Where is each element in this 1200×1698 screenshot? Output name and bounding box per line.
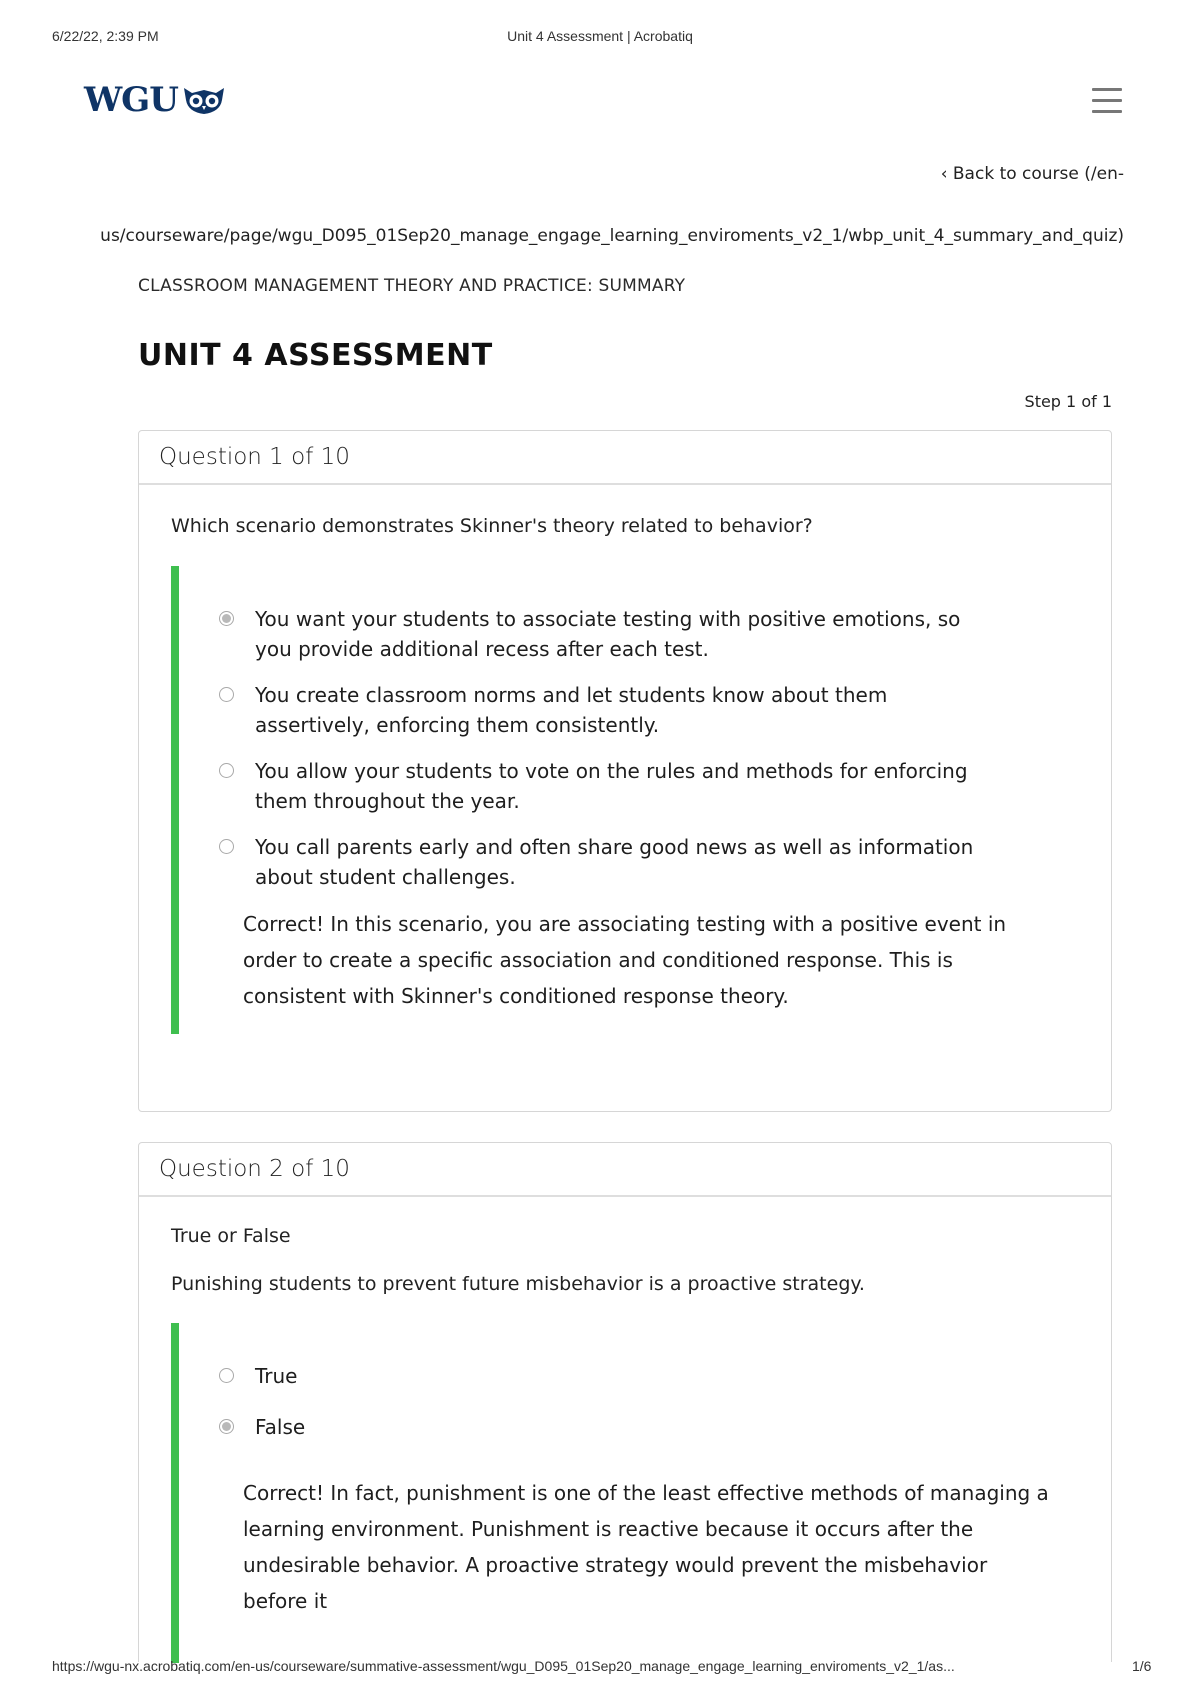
option-text: True: [255, 1364, 298, 1388]
answer-option[interactable]: [219, 832, 999, 892]
option-text: You call parents early and often share good news as well as information about student challenges.: [255, 835, 974, 889]
question-prompt: Punishing students to prevent future misbehavior is a proactive strategy.: [171, 1273, 865, 1295]
question-subtitle: True or False: [171, 1225, 291, 1247]
radio-button[interactable]: [219, 763, 234, 778]
wgu-logo[interactable]: [84, 80, 226, 120]
step-indicator: Step 1 of 1: [1024, 392, 1112, 411]
page-title: UNIT 4 ASSESSMENT: [138, 338, 493, 373]
answer-option[interactable]: [219, 1412, 999, 1442]
question-card: [138, 430, 1112, 1112]
radio-button-selected[interactable]: [219, 611, 234, 626]
print-page-number: 1/6: [1132, 1658, 1152, 1674]
course-title: CLASSROOM MANAGEMENT THEORY AND PRACTICE: SUMMARY: [138, 276, 686, 296]
radio-button[interactable]: [219, 1368, 234, 1383]
print-date: 6/22/22, 2:39 PM: [52, 28, 159, 44]
back-to-course-link[interactable]: ‹ Back to course (/en-: [940, 164, 1124, 184]
print-header: [0, 28, 1200, 48]
answer-block: [171, 1323, 1071, 1663]
radio-button-selected[interactable]: [219, 1419, 234, 1434]
owl-icon: [182, 84, 226, 116]
print-footer: [0, 1658, 1200, 1678]
radio-button[interactable]: [219, 839, 234, 854]
radio-button[interactable]: [219, 687, 234, 702]
print-url: https://wgu-nx.acrobatiq.com/en-us/courseware/summative-assessment/wgu_D095_01Sep20_manage_engage_learning_enviroments_v2_1/as...: [52, 1658, 955, 1674]
answer-option[interactable]: [219, 680, 999, 740]
answer-option[interactable]: [219, 756, 999, 816]
answer-feedback: Correct! In this scenario, you are associating testing with a positive event in order to create a specific association and conditioned response. This is consistent with Skinner's conditioned response theory.: [243, 912, 1007, 1008]
option-text: You want your students to associate testing with positive emotions, so you provide additional recess after each test.: [255, 607, 961, 661]
question-prompt: Which scenario demonstrates Skinner's theory related to behavior?: [171, 515, 813, 537]
option-text: False: [255, 1415, 306, 1439]
answer-option[interactable]: [219, 1361, 999, 1391]
back-to-course-link-url[interactable]: us/courseware/page/wgu_D095_01Sep20_manage_engage_learning_enviroments_v2_1/wbp_unit_4_summary_and_quiz): [100, 226, 1124, 246]
answer-block: [171, 566, 1071, 1034]
print-doc-title: Unit 4 Assessment | Acrobatiq: [507, 28, 693, 44]
option-text: You create classroom norms and let students know about them assertively, enforcing them consistently.: [255, 683, 888, 737]
question-header: Question 2 of 10: [139, 1143, 1111, 1197]
answer-option[interactable]: [219, 604, 999, 664]
hamburger-menu-icon[interactable]: [1092, 88, 1122, 114]
wgu-wordmark: WGU: [84, 80, 178, 120]
option-text: You allow your students to vote on the rules and methods for enforcing them throughout the year.: [255, 759, 968, 813]
question-header: Question 1 of 10: [139, 431, 1111, 485]
question-card: [138, 1142, 1112, 1662]
answer-feedback: Correct! In fact, punishment is one of the least effective methods of managing a learning environment. Punishment is reactive because it occurs after the undesirable behavior. A proactive strategy would prevent the misbehavior before it: [243, 1481, 1049, 1613]
